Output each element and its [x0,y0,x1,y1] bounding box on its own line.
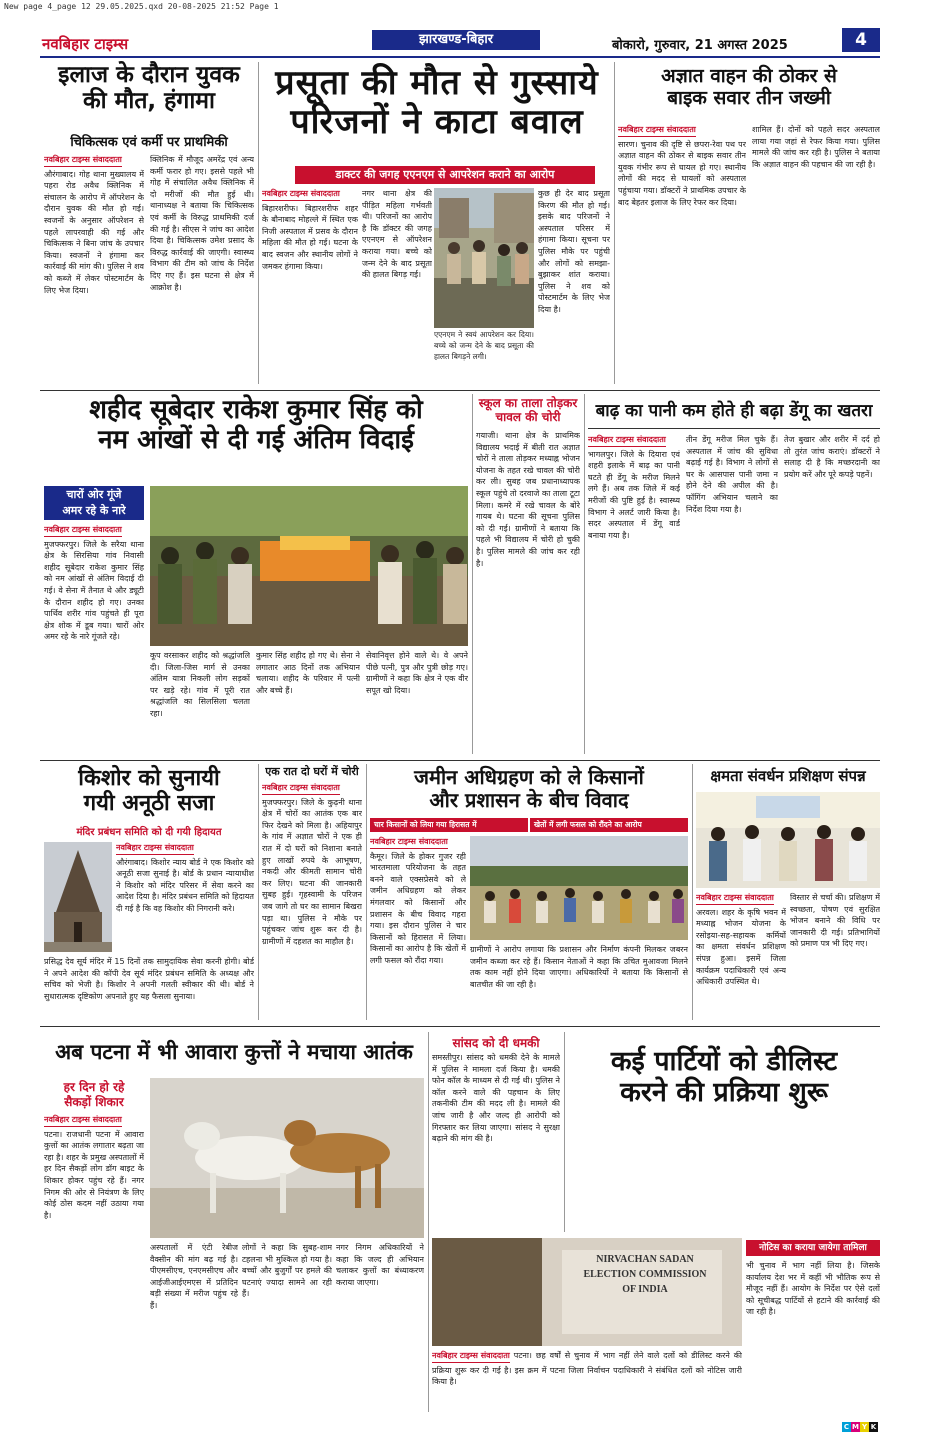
story3-column-2 [752,124,880,384]
story2-column-1 [262,188,358,384]
story6-column-2 [686,434,778,754]
story5-kicker-line2: चावल की चोरी [495,410,561,425]
story9-tag-detained: चार किसानों को लिया गया हिरासत में [370,818,528,832]
story2-body-c: कुछ ही देर बाद प्रसूता किरण की मौत हो गई। इसके बाद परिजनों ने अस्पताल परिसर में हंगामा किया। सूचना पर पुलिस मौके पर पहुंची और लोगों को समझा-बुझाकर शांत कराया। पुलिस ने शव को पोस्टमार्टम के लिए भेज दिया है। [538,189,610,314]
story7-headline-line2: गयी अनूठी सजा [83,791,215,817]
story4-kicker-line2: अमर रहे के नारे [62,504,126,517]
story4-body-d: सेवानिवृत्त होने वाले थे। वे अपने पीछे पत्नी, पुत्र और पुत्री छोड़ गए। ग्रामीणों ने कहा कि क्षेत्र ने एक वीर सपूत खो दिया। [366,651,468,695]
farmers-crowd-photo-illustration [470,836,688,940]
story12-headline: सांसद को दी धमकी [452,1036,540,1050]
column-divider [366,764,367,1020]
story2-photo-caption: एएनएम ने स्वयं आपरेशन कर दिया। बच्चे को जन्म देने के बाद प्रसूता की हालत बिगड़ने लगी। [434,330,534,361]
story9-body-b: ग्रामीणों ने आरोप लगाया कि प्रशासन और निर्माण कंपनी मिलकर जबरन जमीन कब्जा कर रहे हैं। किसान नेताओं ने कहा कि उचित मुआवजा मिलने तक काम नहीं होने दिया जाएगा। अधिकारियों ने बताया कि किसानों से बातचीत की जा रही है। [470,945,688,989]
story11-kicker [44,1080,144,1110]
story11-column-3 [242,1242,332,1410]
story10-body-a: अरवल। शहर के कृषि भवन में मध्याह्न भोजन योजना के रसोइया-सह-सहायक कर्मियों का क्षमता संवर्धन प्रशिक्षण संपन्न हुआ। इसमें जिला कार्यक्रम पदाधिकारी एवं अन्य अधिकारी उपस्थित थे। [696,907,786,987]
story1-body-b: क्लिनिक में मौजूद अमरेंद्र एवं अन्य कर्मी फरार हो गए। इससे पहले भी गोह में संचालित अवैध क्लिनिक में दो मरीजों की मौत हुई थी। थानाध्यक्ष ने बताया कि चिकित्सक एवं कर्मी के विरुद्ध प्राथमिकी दर्ज की गई है। सीएस ने जांच का आदेश दिया है। [150,155,254,246]
story4-column-1 [44,524,144,754]
story9-column-1 [370,836,466,1020]
story2-column-3 [538,188,610,384]
story1-body-c: चिकित्सक उमेश प्रसाद के विरुद्ध कार्रवाई की जाएगी। स्वास्थ्य विभाग की टीम को जांच के निर्देश दिए गए हैं। इस घटना से क्षेत्र में आक्रोश है। [150,236,254,292]
story9-tag-crops: खेतों में लगी फसल को रौंदने का आरोप [530,818,688,832]
masthead-section: झारखण्ड-बिहार [372,30,540,50]
story13-column-2 [746,1260,880,1410]
stray-dogs-photo-illustration [150,1078,424,1238]
story6-body-a: भागलपुर। जिले के दियारा एवं शहरी इलाके में बाढ़ का पानी घटते ही डेंगू के मरीज मिलने लगे हैं। अब तक जिले में कई मरीजों की पुष्टि हुई है। स्वास्थ्य विभाग ने अलर्ट जारी किया है। सदर अस्पताल में डेंगू वार्ड बनाया गया है। [588,449,680,540]
story9-headline-line1: जमीन अधिग्रहण को ले किसानों [414,765,644,789]
story4-headline-line1: शहीद सूबेदार राकेश कुमार सिंह को [89,395,423,425]
column-divider [692,764,693,1020]
story8-headline: एक रात दो घरों में चोरी [265,765,359,778]
story7-body-a: औरंगाबाद। किशोर न्याय बोर्ड ने एक किशोर को अनूठी सजा सुनाई है। बोर्ड के प्रधान न्यायाधीश ने किशोर को मंदिर परिसर में सेवा करने का आदेश दिया है। मंदिर प्रबंधन समिति को हिदायत दी गई है कि वह किशोर की निगरानी करे। [116,857,254,913]
story3-byline: नवबिहार टाइम्स संवाददाता [618,124,696,137]
story7-subhead: मंदिर प्रबंधन समिति को दी गयी हिदायत [76,827,222,838]
funeral-photo-illustration [150,486,468,646]
story2-byline: नवबिहार टाइम्स संवाददाता [262,188,340,201]
story4-column-4 [366,650,468,754]
story2-body-a: बिहारशरीफ। बिहारशरीफ शहर के बौनाबाद मोहल्ले में स्थित एक निजी अस्पताल में प्रसव के दौरान महिला की मौत हो गई। घटना के बाद स्वजन और स्थानीय लोगों ने जमकर हंगामा किया। [262,203,358,271]
story3-body-b: शामिल हैं। दोनों को पहले सदर अस्पताल लाया गया जहां से रेफर किया गया। पुलिस मामले की जांच कर रही है। पुलिस ने बताया कि अज्ञात वाहन की पहचान की जा रही है। [752,125,880,169]
column-divider [258,62,259,384]
story2-headline [262,64,612,142]
story7-headline-line1: किशोर को सुनायी [78,766,220,791]
story4-kicker-line1: चारों ओर गूंजे [66,488,122,501]
training-group-photo-illustration [696,792,880,888]
story11-column-2 [150,1242,238,1410]
masthead-rule [40,56,880,58]
cmyk-yellow: Y [861,1423,868,1431]
story4-column-2 [150,650,250,754]
masthead-paper-name: नवबिहार टाइम्स [42,35,129,53]
story9-photo-crowd [470,836,688,940]
story3-headline-line2: बाइक सवार तीन जख्मी [667,86,831,109]
section-divider [40,1026,880,1027]
story1-body-a: औरंगाबाद। गोह थाना मुख्यालय में पहरा रोड अवैध क्लिनिक में संचालन के आरोप में ऑपरेशन के दौरान युवक की मौत हो गई। स्वजनों के अनुसार ऑपरेशन से पहले लापरवाही की गई और चिकित्सक ने बिना जांच के उपचार किया। स्वजनों ने हंगामा कर कार्रवाई की मांग की। पुलिस ने शव को कब्जे में लेकर पोस्टमार्टम के लिए भेज दिया। [44,169,144,295]
story11-photo-dogs [150,1078,424,1238]
story4-headline-line2: नम आंखों से दी गई अंतिम विदाई [98,424,414,455]
story10-byline: नवबिहार टाइम्स संवाददाता [696,892,774,905]
story6-body-c: तेज बुखार और शरीर में दर्द हो तो तुरंत जांच कराएं। डॉक्टरों ने सलाह दी है कि मच्छरदानी का प्रयोग करें और पूरे कपड़े पहनें। [784,435,880,479]
story4-headline [44,396,468,456]
cmyk-cyan: C [843,1423,850,1431]
story2-column-2 [362,188,432,384]
story8-byline: नवबिहार टाइम्स संवाददाता [262,782,340,795]
section-divider [40,390,880,391]
section-divider [40,760,880,761]
story5-kicker [476,396,580,425]
story10-column-2 [790,892,880,1020]
story13-sign-line1: NIRVACHAN SADAN [596,1254,694,1265]
story9-column-2 [470,944,688,1020]
story4-column-3 [256,650,360,754]
column-divider [564,1032,565,1232]
story10-headline: क्षमता संवर्धन प्रशिक्षण संपन्न [710,767,866,785]
cmyk-magenta: M [852,1423,859,1431]
cmyk-black: K [870,1423,877,1431]
story6-body-b: तीन डेंगू मरीज मिल चुके हैं। अस्पताल में जांच की सुविधा बढ़ाई गई है। विभाग ने लोगों से घर के आसपास पानी जमा न होने देने की अपील की है। फॉगिंग अभियान चलाने का निर्देश दिया गया है। [686,435,778,514]
story6-column-1 [588,434,680,754]
column-divider [614,62,615,384]
story13-column-1 [432,1350,742,1410]
story4-photo-funeral [150,486,468,646]
story11-column-1 [44,1114,144,1410]
story1-headline-line1: इलाज के दौरान युवक [58,62,240,88]
story9-headline-line2: और प्रशासन के बीच विवाद [429,788,629,812]
story12-body: समस्तीपुर। सांसद को धमकी देने के मामले में पुलिस ने मामला दर्ज किया है। धमकी फोन कॉल के माध्यम से दी गई थी। पुलिस ने कॉल करने वाले की पहचान के लिए तकनीकी टीम की मदद ली है। मामले की जांच जारी है और जल्द ही आरोपी को गिरफ्तार कर लिया जाएगा। सांसद ने सुरक्षा बढ़ाने की मांग की है। [432,1053,560,1144]
story1-column-2 [150,154,254,384]
story2-photo-crowd [434,188,534,328]
story13-sign [570,1252,720,1297]
story5-kicker-line1: स्कूल का ताला तोड़कर [478,396,578,410]
story4-byline: नवबिहार टाइम्स संवाददाता [44,524,122,537]
page-number: 4 [842,28,880,52]
story2-body-b: नगर थाना क्षेत्र की पीड़ित महिला गर्भवती थी। परिजनों का आरोप है कि डॉक्टर की जगह एएनएम से ऑपरेशन कराया गया। बच्चे को जन्म देने के बाद प्रसूता की हालत बिगड़ गई। [362,189,432,280]
story3-headline-line1: अज्ञात वाहन की ठोकर से [661,65,837,87]
masthead-date: बोकारो, गुरुवार, 21 अगस्त 2025 [612,38,788,53]
story11-column-4 [336,1242,424,1410]
column-divider [472,394,473,754]
story7-body-b: प्रसिद्ध देव सूर्य मंदिर में 15 दिनों तक सामुदायिक सेवा करनी होगी। बोर्ड ने अपने आदेश की कॉपी देव सूर्य मंदिर प्रबंधन समिति के अध्यक्ष और सचिव को भेजी है। किशोर ने अपनी गलती स्वीकार की थी। बोर्ड ने सुधारात्मक दृष्टिकोण अपनाते हुए यह फैसला सुनाया। [44,957,254,1001]
story6-byline: नवबिहार टाइम्स संवाददाता [588,434,666,447]
story3-body-a: सारण। चुनाव की दृष्टि से छपरा-रेवा पथ पर अज्ञात वाहन की ठोकर से बाइक सवार तीन युवक गंभीर रूप से घायल हो गए। स्थानीय लोगों की मदद से घायलों को अस्पताल पहुंचाया गया। डॉक्टरों ने प्राथमिक उपचार के बाद बेहतर इलाज के लिए रेफर कर दिया। [618,139,746,207]
story1-byline: नवबिहार टाइम्स संवाददाता [44,154,122,167]
story10-body-b: विस्तार से चर्चा की। प्रशिक्षण में स्वच्छता, पोषण एवं सुरक्षित भोजन बनाने की विधि पर जानकारी दी गई। प्रतिभागियों को प्रमाण पत्र भी दिए गए। [790,893,880,949]
crowd-photo-illustration [434,188,534,328]
story5-body: गयाजी। थाना क्षेत्र के प्राथमिक विद्यालय भदाई में बीती रात अज्ञात चोरों ने ताला तोड़कर मध्याह्न भोजन योजना के तहत रखे चावल की चोरी कर ली। सुबह जब प्रधानाध्यापक स्कूल पहुंचे तो दरवाजे का ताला टूटा मिला। कमरे में रखे चावल के बोरे गायब थे। घटना की सूचना पुलिस को दी गई। ग्रामीणों ने बताया कि पहले भी विद्यालय में चोरी हो चुकी है। पुलिस मामले की जांच कर रही है। [476,431,580,568]
story9-headline [370,766,688,812]
story7-column-2 [44,956,254,1018]
story4-kicker-box [44,486,144,520]
story11-body-c: लोगों ने कहा कि सुबह-शाम टहलना भी मुश्किल हो गया है। बच्चों और बुजुर्गों पर हमले की घटनाएं ज्यादा सामने आ रही हैं। [242,1243,332,1299]
story13-headline-line2: करने की प्रक्रिया शुरू [620,1077,828,1109]
story13-byline: नवबिहार टाइम्स संवाददाता [432,1350,510,1363]
story11-body-b: अस्पतालों में एंटी रेबीज वैक्सीन की मांग बढ़ गई है। पीएमसीएच, एनएमसीएच और आईजीआईएमएस में प्रतिदिन बड़ी संख्या में मरीज पहुंच रहे हैं। [150,1243,238,1310]
story13-headline-line1: कई पार्टियों को डीलिस्ट [610,1046,838,1077]
story7-column-1 [116,842,254,954]
story2-headline-line2: परिजनों ने काटा बवाल [290,102,584,143]
story4-body-b: कूप वरसाकर शहीद को श्रद्धांजलि दी। जिला-जिस मार्ग से उनका अंतिम यात्रा निकली लोग सड़कों पर खड़े रहे। गांव में पूरी रात श्रद्धांजलि का सिलसिला चलता रहा। [150,651,250,718]
story3-column-1 [618,124,746,384]
story10-photo-group [696,792,880,888]
column-divider [258,764,259,1020]
story6-headline: बाढ़ का पानी कम होते ही बढ़ा डेंगू का खतरा [595,401,873,421]
file-slug: New page 4_page 12 29.05.2025.qxd 20-08-2025 21:52 Page 1 [4,2,279,11]
story11-kicker-line1: हर दिन हो रहे [63,1080,125,1094]
story11-byline: नवबिहार टाइम्स संवाददाता [44,1114,122,1127]
story13-body-b: भी चुनाव में भाग नहीं लिया है। जिसके कार्यालय देश भर में कहीं भी भौतिक रूप से मौजूद नहीं हैं। आयोग के निर्देश पर ऐसे दलों को सूचीबद्ध पार्टियों से हटाने की कार्रवाई की जा रही है। [746,1261,880,1317]
story7-headline [44,766,254,817]
story13-body-a: पटना। छह वर्षों से चुनाव में भाग नहीं लेने वाले दलों को डीलिस्ट करने की प्रक्रिया शुरू कर दी गई है। इस क्रम में पटना जिला निर्वाचन पदाधिकारी ने संबंधित दलों को नोटिस जारी किया है। [432,1351,742,1387]
story1-subhead: चिकित्सक एवं कर्मी पर प्राथमिकी [70,135,228,150]
story11-kicker-line2: सैकड़ों शिकार [64,1095,124,1109]
column-divider [584,394,585,754]
story13-subhead: नोटिस का कराया जायेगा तामिला [746,1240,880,1256]
story8-body-column [262,782,362,1020]
story11-body-d: नगर निगम अधिकारियों ने कहा कि जल्द ही अभियान चलाकर कुत्तों का बंध्याकरण कराया जाएगा। [336,1243,424,1287]
story9-body-a: कैमूर। जिले के होकर गुजर रही भारतमाला परियोजना के तहत बनने वाले एक्सप्रेसवे को ले जमीन अधिग्रहण को लेकर मंगलवार को किसानों और प्रशासन के बीच विवाद गहरा गया। इस दौरान पुलिस ने चार किसानों को हिरासत में लिया। किसानों का आरोप है कि खेतों में लगी फसल को रौंदा गया। [370,851,466,965]
story13-sign-line2: ELECTION COMMISSION [583,1269,707,1280]
story11-headline: अब पटना में भी आवारा कुत्तों ने मचाया आतंक [55,1040,413,1064]
story13-sign-line3: OF INDIA [622,1284,668,1295]
story9-byline: नवबिहार टाइम्स संवाददाता [370,836,448,849]
story8-body: मुजफ्फरपुर। जिले के कुढ़नी थाना क्षेत्र में चोरों का आतंक एक बार फिर देखने को मिला है। अहियापुर के गांव में अज्ञात चोरों ने एक ही रात में दो घरों को निशाना बनाते हुए लाखों रुपये के आभूषण, नकदी और कीमती सामान चोरी कर लिए। घटना की जानकारी सुबह हुई। गृहस्वामी के परिजन जब जागे तो घर का सामान बिखरा पड़ा था। पुलिस ने मौके पर पहुंचकर जांच शुरू कर दी है। ग्रामीणों में दहशत का माहौल है। [262,797,362,946]
story4-body-c: कुमार सिंह शहीद हो गए थे। सेना ने लगातार आठ दिनों तक अभियान चलाया। शहीद के परिवार में पत्नी और बच्चे हैं। [256,651,360,695]
story10-column-1 [696,892,786,1020]
story3-headline [618,66,880,110]
column-divider [428,1032,429,1412]
story6-rule [588,428,880,429]
story1-column-1 [44,154,144,384]
story1-headline-line2: की मौत, हंगामा [82,88,216,115]
temple-photo-illustration [44,842,112,952]
story6-column-3 [784,434,880,754]
cmyk-color-bar [842,1414,878,1433]
story2-headline-line1: प्रसूता की मौत से गुस्साये [275,63,599,103]
story13-headline [568,1046,880,1108]
story7-photo-temple [44,842,112,952]
story4-body-a: मुजफ्फरपुर। जिले के सरैया थाना क्षेत्र के सिरसिया गांव निवासी शहीद सूबेदार राकेश कुमार सिंह को नम आंखों से अंतिम विदाई दी गई। वे सेना में तैनात थे और ड्यूटी के दौरान शहीद हो गए। उनका पार्थिव शरीर गांव पहुंचते ही पूरा क्षेत्र शोक में डूब गया। चारों ओर अमर रहे के नारे गूंजते रहे। [44,539,144,642]
story2-banner: डाक्टर की जगह एएनएम से आपरेशन कराने का आरोप [295,166,595,184]
story11-body-a: पटना। राजधानी पटना में आवारा कुत्तों का आतंक लगातार बढ़ता जा रहा है। शहर के प्रमुख अस्पतालों में हर दिन सैकड़ों लोग डॉग बाइट के शिकार होकर पहुंच रहे हैं। नगर निगम की ओर से नियंत्रण के लिए कोई ठोस कदम नहीं उठाया गया है। [44,1129,144,1220]
story1-headline [44,62,254,115]
story7-byline: नवबिहार टाइम्स संवाददाता [116,842,194,855]
